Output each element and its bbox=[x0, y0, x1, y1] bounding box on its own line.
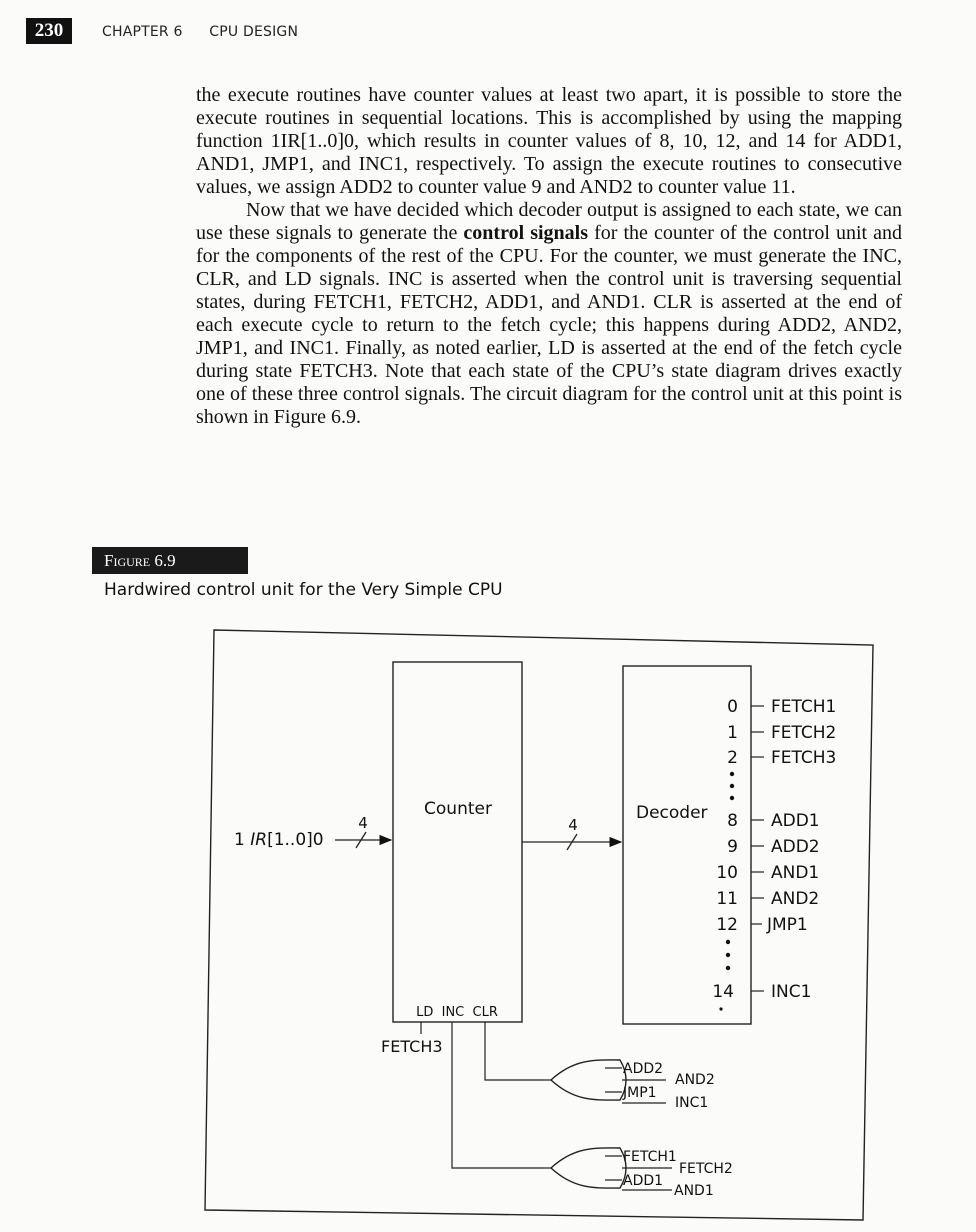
input-suffix: [1..0]0 bbox=[267, 830, 324, 850]
output-signal: ADD1 bbox=[771, 811, 820, 831]
page-number: 230 bbox=[26, 18, 72, 44]
input-label bbox=[234, 830, 324, 850]
decoder-output bbox=[727, 811, 819, 831]
output-index: 11 bbox=[716, 889, 738, 909]
output-signal: FETCH1 bbox=[771, 697, 837, 717]
output-index: 0 bbox=[727, 697, 738, 717]
counter-ports: LD INC CLR bbox=[416, 1005, 498, 1020]
output-signal: FETCH2 bbox=[771, 723, 837, 743]
fetch3-label: FETCH3 bbox=[381, 1037, 443, 1056]
output-index: 2 bbox=[727, 748, 738, 768]
decoder-output bbox=[727, 748, 836, 768]
output-index: 14 bbox=[712, 982, 734, 1002]
inc-in-fetch2: FETCH2 bbox=[679, 1161, 733, 1177]
decoder-output bbox=[712, 982, 811, 1002]
counter-box bbox=[393, 662, 522, 1022]
counter-label: Counter bbox=[424, 799, 492, 819]
decoder-outputs bbox=[712, 697, 836, 1011]
output-index: 1 bbox=[727, 723, 738, 743]
inc-in-fetch1: FETCH1 bbox=[623, 1149, 677, 1165]
decoder-output bbox=[727, 697, 836, 717]
bold-term: control signals bbox=[463, 222, 589, 244]
output-index: 8 bbox=[727, 811, 738, 831]
section-label: CPU DESIGN bbox=[209, 24, 299, 40]
or-gate-inc bbox=[551, 1148, 733, 1199]
ellipsis-dot bbox=[719, 1007, 722, 1010]
paragraph-2-start: Now that we have decided which decoder output is assigned to each state, we can use these signals to generate the bbox=[196, 199, 902, 244]
figure-caption: Hardwired control unit for the Very Simple CPU bbox=[104, 580, 503, 600]
or-gate-clr bbox=[551, 1060, 715, 1111]
output-signal: JMP1 bbox=[767, 915, 808, 935]
output-signal: AND2 bbox=[771, 889, 820, 909]
decoder-output bbox=[727, 723, 836, 743]
input-bus-width: 4 bbox=[358, 814, 368, 832]
output-signal: INC1 bbox=[771, 982, 812, 1002]
output-signal: ADD2 bbox=[771, 837, 820, 857]
clr-in-inc1: INC1 bbox=[675, 1095, 709, 1111]
inc-in-and1: AND1 bbox=[674, 1183, 714, 1199]
paragraph-2-end: for the counter of the control unit and for the components of the rest of the CPU. For the counter, we must generate the INC, CLR, and LD signals. INC is asserted when the control unit is traversing sequential states, during FETCH1, FETCH2, ADD1, and AND1. CLR is asserted at the end of each execute cycle to return to the fetch cycle; this happens during ADD2, AND2, JMP1, and INC1. Finally, as noted earlier, LD is asserted at the end of the fetch cycle during state FETCH3. Note that each state of the CPU’s state diagram drives exactly one of these three control signals. The circuit diagram for the control unit at this point is shown in Figure 6.9. bbox=[196, 222, 902, 428]
ellipsis-dots bbox=[730, 772, 734, 800]
input-ir: IR bbox=[250, 830, 268, 850]
output-index: 9 bbox=[727, 837, 738, 857]
decoder-label: Decoder bbox=[636, 803, 708, 823]
clr-in-add2: ADD2 bbox=[623, 1061, 664, 1077]
output-index: 12 bbox=[716, 915, 738, 935]
output-index: 10 bbox=[716, 863, 738, 883]
counter-decoder-bus-width: 4 bbox=[568, 816, 578, 834]
clr-wire bbox=[485, 1022, 551, 1080]
output-signal: FETCH3 bbox=[771, 748, 837, 768]
output-signal: AND1 bbox=[771, 863, 820, 883]
decoder-output bbox=[716, 863, 819, 883]
decoder-output bbox=[727, 837, 819, 857]
figure-label: Figure 6.9 bbox=[92, 547, 248, 574]
clr-in-and2: AND2 bbox=[675, 1072, 715, 1088]
chapter-label: CHAPTER 6 bbox=[102, 24, 183, 40]
paragraph-1: the execute routines have counter values at least two apart, it is possible to store the execute routines in sequential locations. This is accomplished by using the mapping function 1IR[1..0]0, which results in counter values of 8, 10, 12, and 14 for ADD1, AND1, JMP1, and INC1, respectively. To assign the execute routines to consecutive values, we assign ADD2 to counter value 9 and AND2 to counter value 11. bbox=[196, 84, 902, 198]
input-prefix: 1 bbox=[234, 830, 251, 850]
clr-in-jmp1: JMP1 bbox=[623, 1085, 657, 1101]
inc-in-add1: ADD1 bbox=[623, 1173, 664, 1189]
inc-wire bbox=[452, 1022, 551, 1168]
decoder-output bbox=[716, 915, 807, 935]
ellipsis-dots bbox=[726, 940, 730, 970]
decoder-output bbox=[716, 889, 819, 909]
